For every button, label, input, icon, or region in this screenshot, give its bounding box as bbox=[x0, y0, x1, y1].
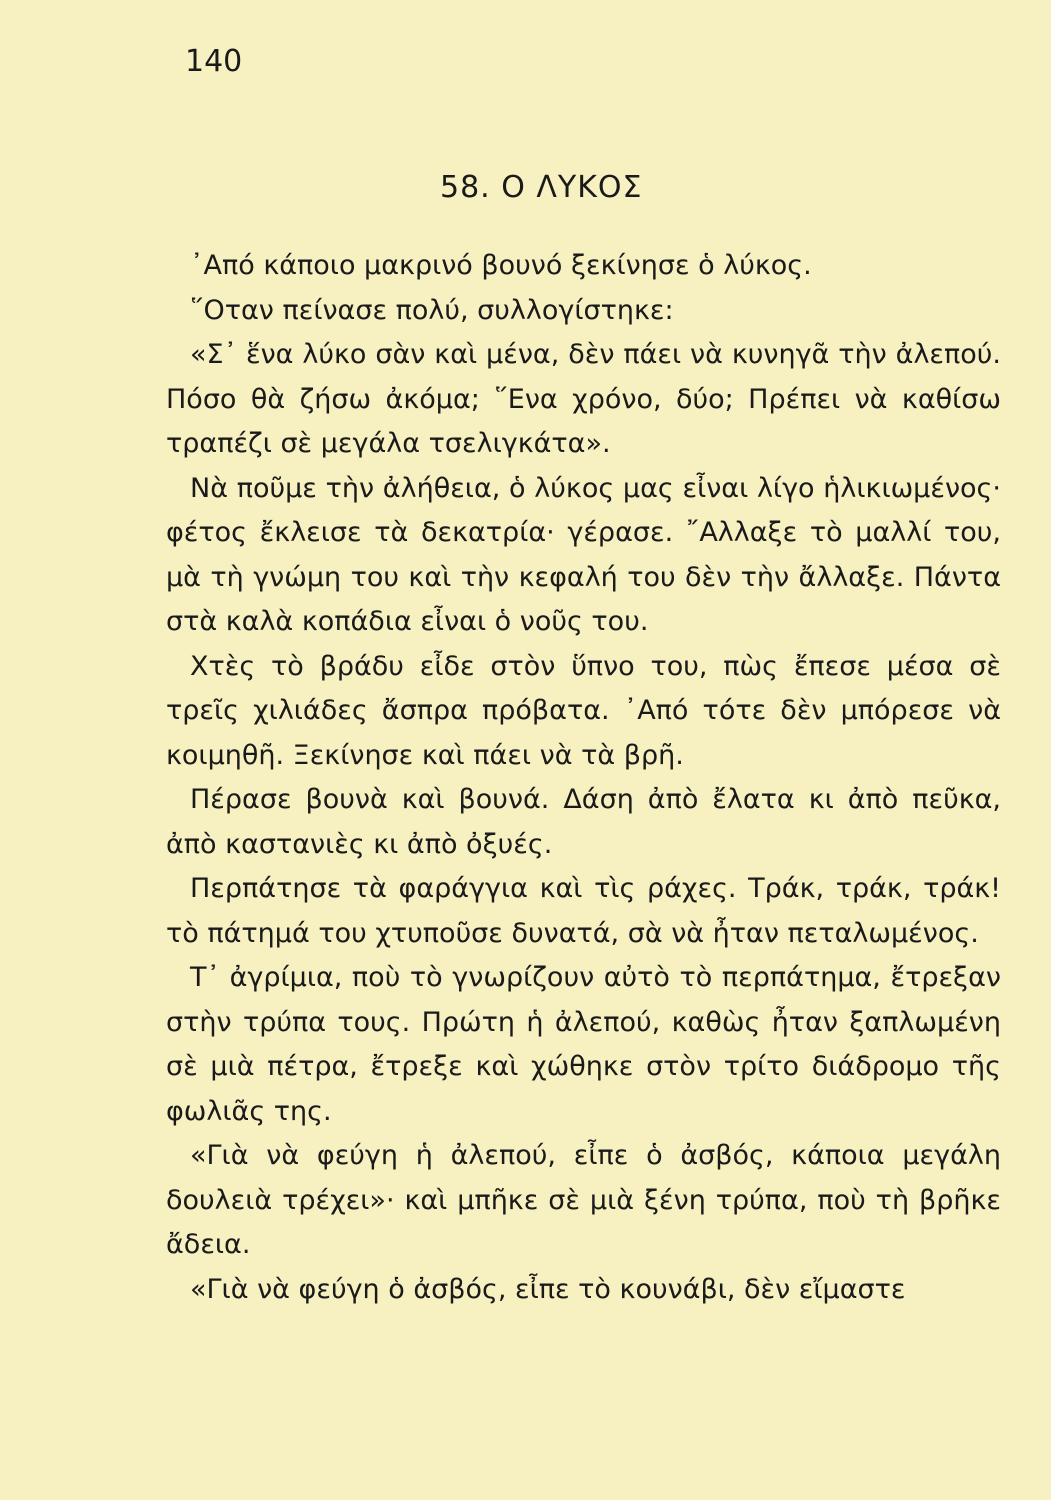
paragraph: ᾿Από κάποιο μακρινό βουνό ξεκίνησε ὁ λύκος. bbox=[190, 250, 812, 281]
paragraph: Τ᾿ ἀγρίμια, ποὺ τὸ γνωρίζουν αὐτὸ τὸ περπάτημα, ἔτρεξαν στὴν τρύπα τους. Πρώτη ἡ ἀλεπού, καθὼς ἦταν ξαπλωμένη σὲ μιὰ πέτρα, ἔτρεξε καὶ χώθηκε στὸν τρίτο διάδρομο τῆς φωλιᾶς της. bbox=[166, 962, 1001, 1127]
paragraph: «Γιὰ νὰ φεύγη ἡ ἀλεπού, εἶπε ὁ ἀσβός, κάποια μεγάλη δουλειὰ τρέχει»· καὶ μπῆκε σὲ μιὰ ξένη τρύπα, ποὺ τὴ βρῆκε ἄδεια. bbox=[166, 1140, 1001, 1260]
paragraph: «Σ᾿ ἕνα λύκο σὰν καὶ μένα, δὲν πάει νὰ κυνηγᾶ τὴν ἀλεπού. Πόσο θὰ ζήσω ἀκόμα; ῞Ενα χρόνο, δύο; Πρέπει νὰ καθίσω τραπέζι σὲ μεγάλα τσελιγκάτα». bbox=[166, 339, 1001, 459]
paragraph: Περπάτησε τὰ φαράγγια καὶ τὶς ράχες. Τράκ, τράκ, τράκ! τὸ πάτημά του χτυποῦσε δυνατά, σὰ νὰ ἦταν πεταλωμένος. bbox=[166, 873, 1001, 949]
paragraph: Χτὲς τὸ βράδυ εἶδε στὸν ὕπνο του, πὼς ἔπεσε μέσα σὲ τρεῖς χιλιάδες ἄσπρα πρόβατα. ᾿Από τότε δὲν μπόρεσε νὰ κοιμηθῆ. Ξεκίνησε καὶ πάει νὰ τὰ βρῆ. bbox=[166, 650, 1001, 771]
paragraph: Πέρασε βουνὰ καὶ βουνά. Δάση ἀπὸ ἔλατα κι ἀπὸ πεῦκα, ἀπὸ καστανιὲς κι ἀπὸ ὀξυές. bbox=[166, 784, 1001, 860]
paragraph: ῞Οταν πείνασε πολύ, συλλογίστηκε: bbox=[190, 294, 674, 326]
paragraph: Νὰ ποῦμε τὴν ἀλήθεια, ὁ λύκος μας εἶναι λίγο ἡλικιωμένος· φέτος ἔκλεισε τὰ δεκατρία· γέρασε. ῎Αλλαξε τὸ μαλλί του, μὰ τὴ γνώμη του καὶ τὴν κεφαλή του δὲν τὴν ἄλλαξε. Πάντα στὰ καλὰ κοπάδια εἶναι ὁ νοῦς του. bbox=[166, 472, 1001, 637]
chapter-title: 58. Ο ΛΥΚΟΣ bbox=[440, 170, 643, 205]
paragraph: «Γιὰ νὰ φεύγη ὁ ἀσβός, εἶπε τὸ κουνάβι, δὲν εἴμαστε bbox=[190, 1273, 906, 1305]
body-text bbox=[166, 244, 1001, 1312]
page-number: 140 bbox=[185, 44, 243, 79]
